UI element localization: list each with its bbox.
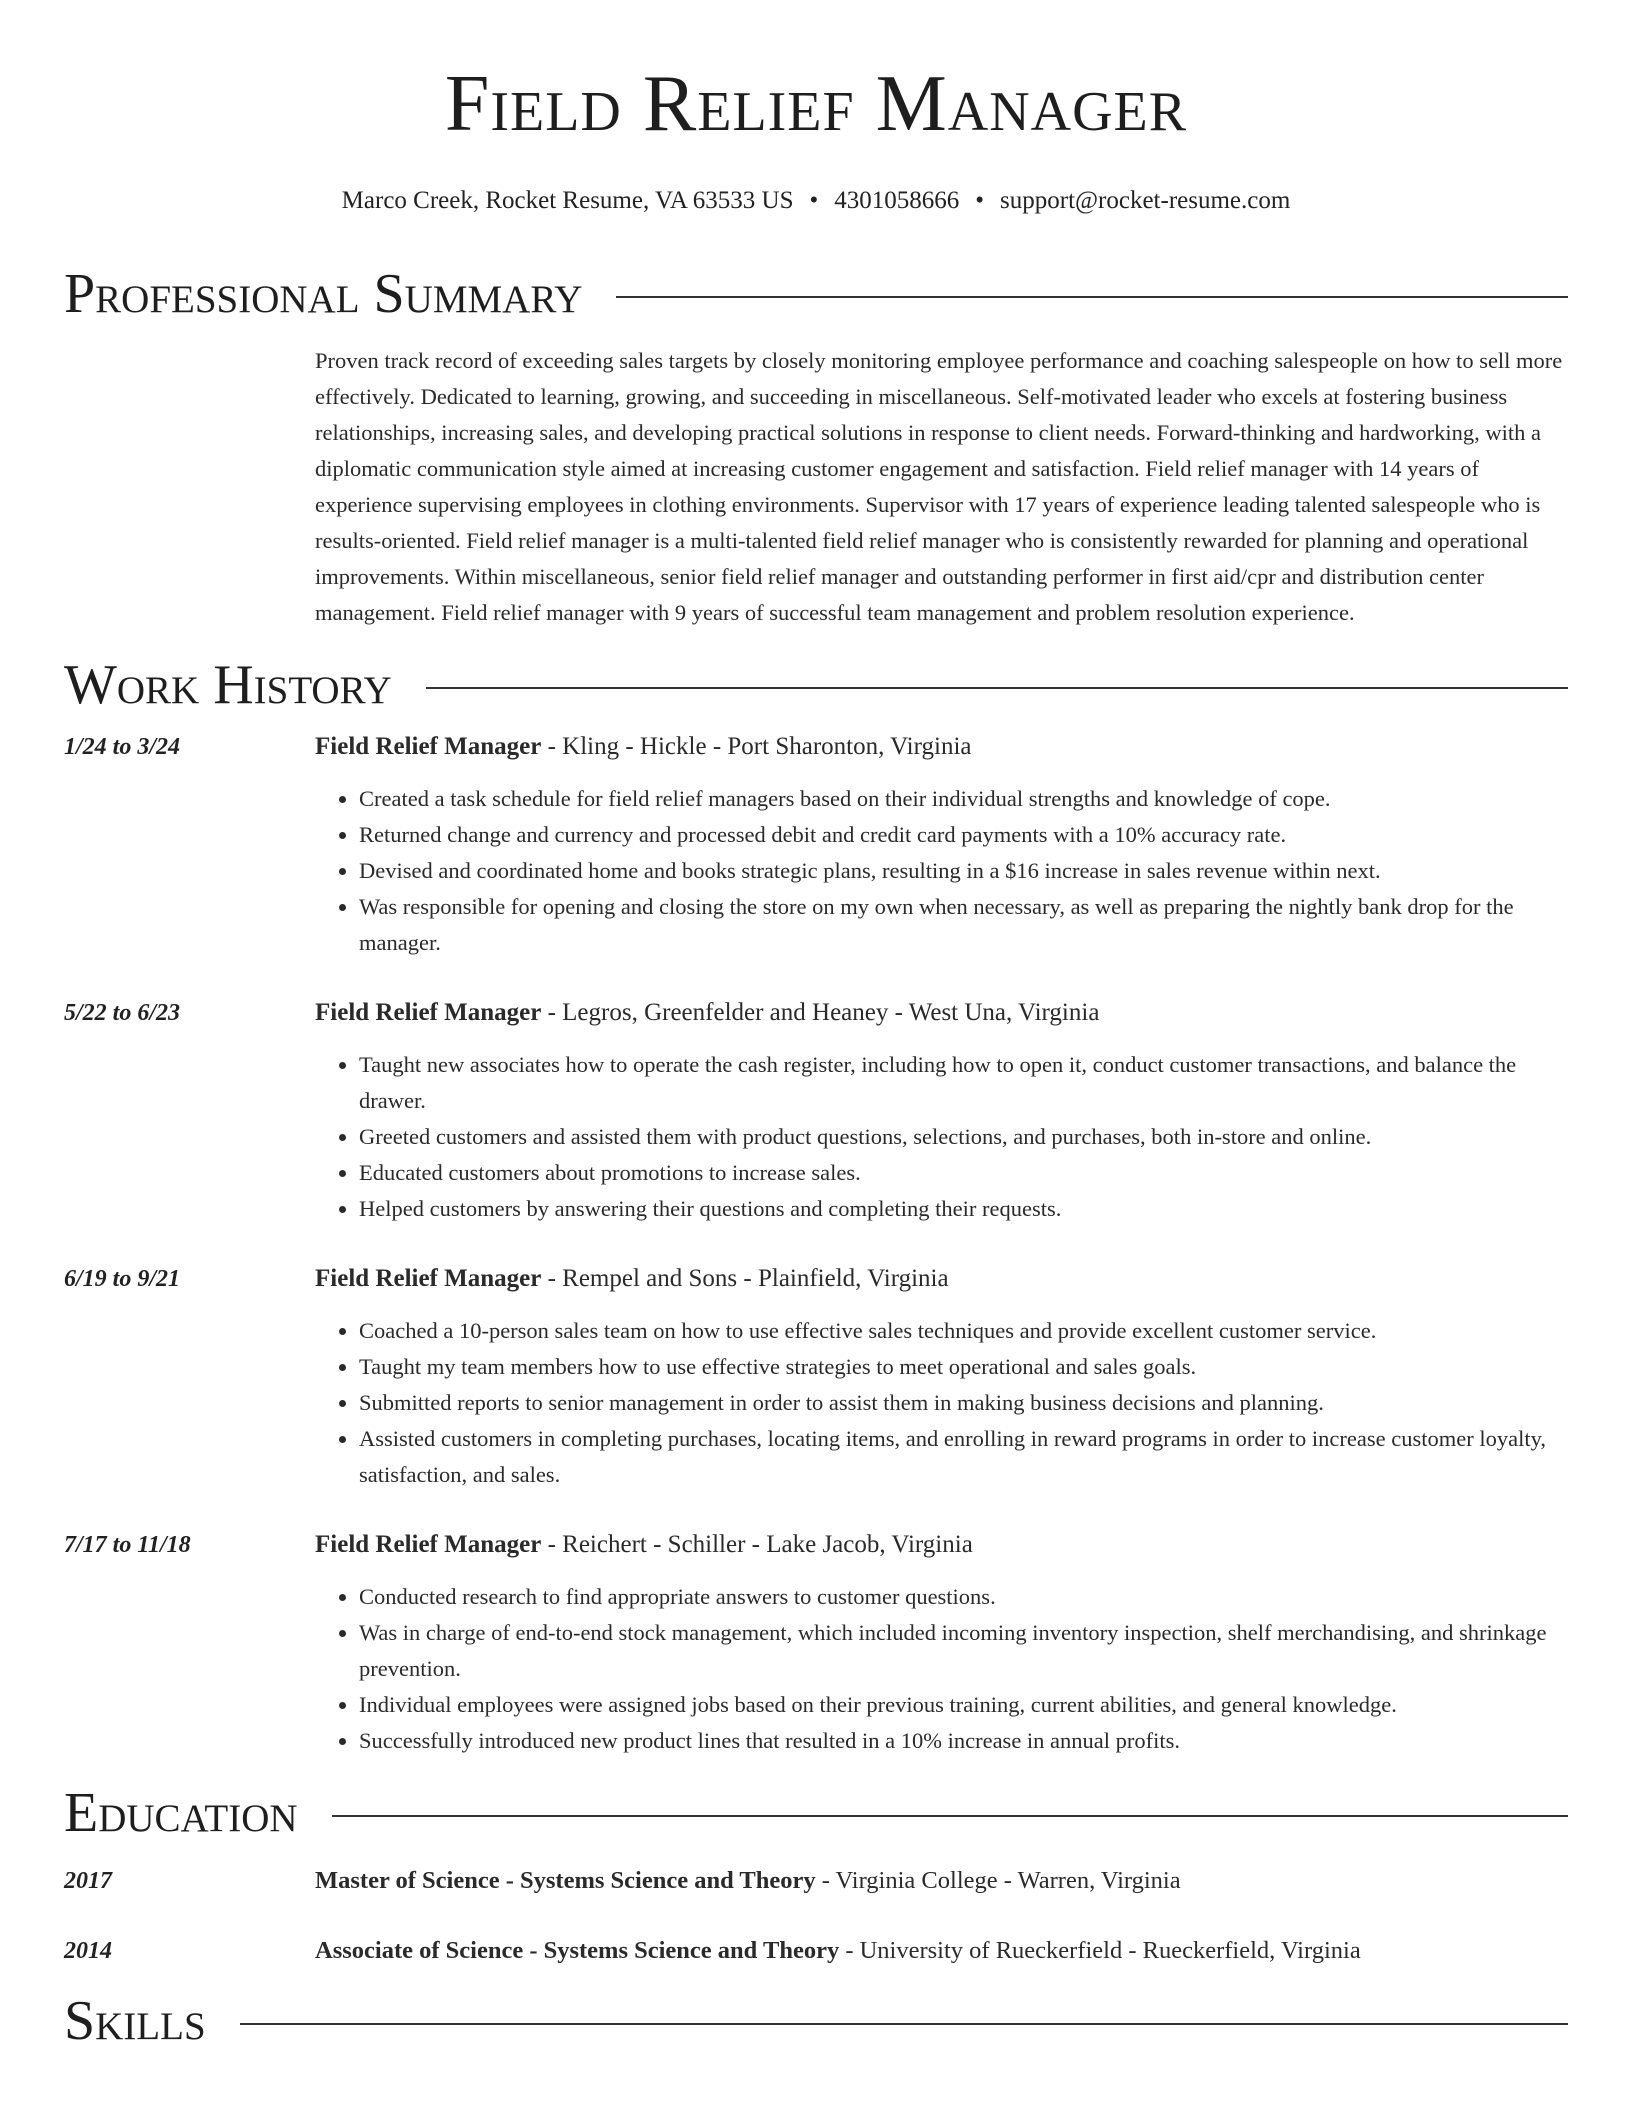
job-heading (315, 1527, 1568, 1563)
job-bullets (315, 1579, 1568, 1759)
contact-separator: • (975, 187, 985, 214)
job-title: Field Relief Manager (315, 733, 542, 760)
education-line (315, 1933, 1568, 1969)
bullet-item: • Coached a 10-person sales team on how to use effective sales techniques and provide excellent customer service. (359, 1313, 1568, 1349)
job-dates: 7/17 to 11/18 (64, 1532, 191, 1558)
section-heading-education: Education (64, 1782, 298, 1844)
bullet-item: • Taught my team members how to use effective strategies to meet operational and sales goals. (359, 1349, 1568, 1385)
education-details: - Virginia College - Warren, Virginia (815, 1867, 1181, 1894)
job-bullets (315, 1047, 1568, 1227)
bullet-item: • Was in charge of end-to-end stock management, which included incoming inventory inspection, shelf merchandising, and shrinkage prevention. (359, 1615, 1568, 1687)
bullet-item: • Educated customers about promotions to increase sales. (359, 1155, 1568, 1191)
job-entry (64, 729, 1568, 961)
section-divider (332, 1815, 1568, 1817)
bullet-item: • Created a task schedule for field relief managers based on their individual strengths and knowledge of cope. (359, 781, 1568, 817)
contact-phone: 4301058666 (834, 187, 960, 214)
bullet-item: • Conducted research to find appropriate answers to customer questions. (359, 1579, 1568, 1615)
job-title: Field Relief Manager (315, 999, 542, 1026)
section-heading-summary: Professional Summary (64, 263, 583, 325)
contact-address: Marco Creek, Rocket Resume, VA 63533 US (341, 187, 794, 214)
contact-separator: • (809, 187, 819, 214)
education-entry (64, 1863, 1568, 1899)
bullet-item: • Submitted reports to senior management in order to assist them in making business decisions and planning. (359, 1385, 1568, 1421)
job-heading (315, 1261, 1568, 1297)
bullet-item: • Taught new associates how to operate the cash register, including how to open it, conduct customer transactions, and balance the drawer. (359, 1047, 1568, 1119)
job-title: Field Relief Manager (315, 1265, 542, 1292)
skills-section-header (64, 1989, 1568, 2053)
bullet-item: • Returned change and currency and processed debit and credit card payments with a 10% accuracy rate. (359, 817, 1568, 853)
education-details: - University of Rueckerfield - Rueckerfield, Virginia (839, 1937, 1361, 1964)
job-entry (64, 1527, 1568, 1759)
job-title: Field Relief Manager (315, 1531, 542, 1558)
section-divider (616, 296, 1568, 298)
education-degree: Associate of Science - Systems Science and Theory (315, 1937, 840, 1964)
resume-title: Field Relief Manager (444, 60, 1188, 148)
job-details: - Rempel and Sons - Plainfield, Virginia (541, 1265, 949, 1292)
job-bullets (315, 781, 1568, 961)
job-heading (315, 729, 1568, 765)
section-divider (426, 687, 1568, 689)
section-divider (240, 2023, 1568, 2025)
job-heading (315, 995, 1568, 1031)
bullet-item: • Successfully introduced new product lines that resulted in a 10% increase in annual profits. (359, 1723, 1568, 1759)
job-dates: 1/24 to 3/24 (64, 734, 181, 760)
education-section-header (64, 1781, 1568, 1845)
bullet-item: • Devised and coordinated home and books strategic plans, resulting in a $16 increase in sales revenue within next. (359, 853, 1568, 889)
summary-section-header (64, 262, 1568, 326)
bullet-item: • Greeted customers and assisted them with product questions, selections, and purchases, both in-store and online. (359, 1119, 1568, 1155)
bullet-item: • Individual employees were assigned jobs based on their previous training, current abilities, and general knowledge. (359, 1687, 1568, 1723)
contact-line (64, 186, 1568, 216)
bullet-item: • Assisted customers in completing purchases, locating items, and enrolling in reward programs in order to increase customer loyalty, satisfaction, and sales. (359, 1421, 1568, 1493)
education-entry (64, 1933, 1568, 1969)
section-heading-work: Work History (64, 654, 392, 716)
section-heading-skills: Skills (64, 1990, 206, 2052)
education-line (315, 1863, 1568, 1899)
job-details: - Legros, Greenfelder and Heaney - West Una, Virginia (541, 999, 1100, 1026)
job-entry (64, 1261, 1568, 1493)
education-year: 2017 (64, 1868, 112, 1894)
contact-email[interactable]: support@rocket-resume.com (1000, 187, 1291, 214)
bullet-item: • Helped customers by answering their questions and completing their requests. (359, 1191, 1568, 1227)
summary-paragraph: Proven track record of exceeding sales targets by closely monitoring employee performance and coaching salespeople on how to sell more effectively. Dedicated to learning, growing, and succeeding in miscellaneous. Self-motivated leader who excels at fostering business relationships, increasing sales, and developing practical solutions in response to client needs. Forward-thinking and hardworking, with a diplomatic communication style aimed at increasing customer engagement and satisfaction. Field relief manager with 14 years of experience supervising employees in clothing environments. Supervisor with 17 years of experience leading talented salespeople who is results-oriented. Field relief manager is a multi-talented field relief manager who is consistently rewarded for planning and operational improvements. Within miscellaneous, senior field relief manager and outstanding performer in first aid/cpr and distribution center management. Field relief manager with 9 years of successful team management and problem resolution experience. (315, 348, 1563, 625)
work-section-header (64, 653, 1568, 717)
job-dates: 5/22 to 6/23 (64, 1000, 181, 1026)
job-details: - Kling - Hickle - Port Sharonton, Virginia (541, 733, 972, 760)
job-bullets (315, 1313, 1568, 1493)
job-entry (64, 995, 1568, 1227)
education-degree: Master of Science - Systems Science and Theory (315, 1867, 816, 1894)
education-year: 2014 (64, 1938, 112, 1964)
job-details: - Reichert - Schiller - Lake Jacob, Virginia (541, 1531, 973, 1558)
job-dates: 6/19 to 9/21 (64, 1266, 181, 1292)
bullet-item: • Was responsible for opening and closing the store on my own when necessary, as well as preparing the nightly bank drop for the manager. (359, 889, 1568, 961)
